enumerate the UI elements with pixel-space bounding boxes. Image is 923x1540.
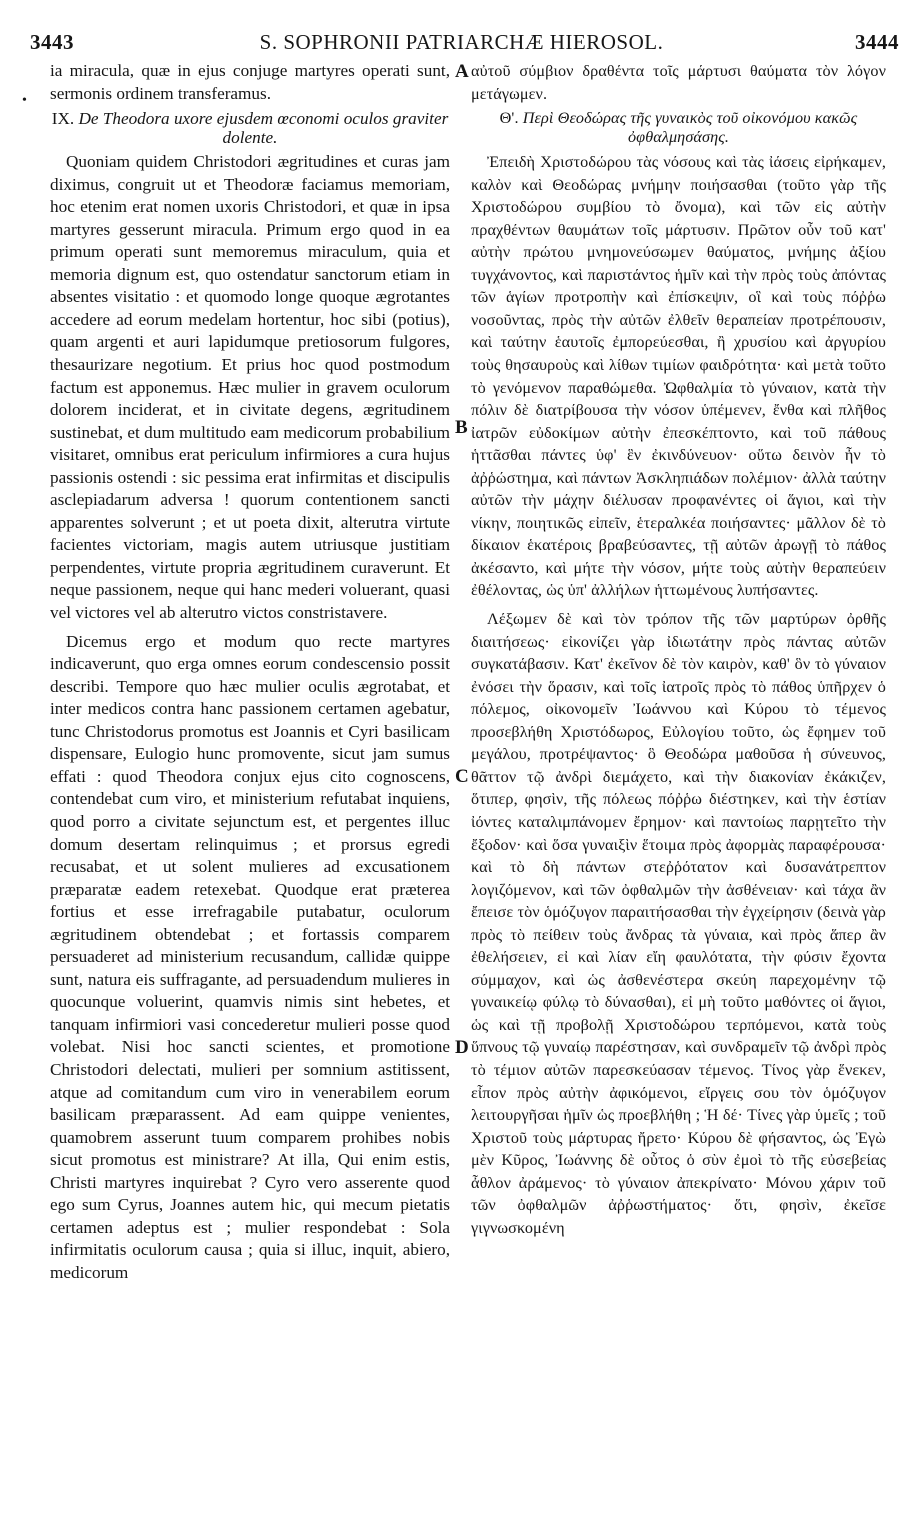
latin-heading-text: De Theodora uxore ejusdem œconomi oculos graviter dolente. [78, 109, 449, 148]
latin-intro: ia miracula, quæ in ejus conjuge martyres operati sunt, sermonis ordinem transferamus. [50, 61, 450, 103]
latin-section-heading [50, 109, 450, 147]
greek-paragraph-1: Ἐπειδὴ Χριστοδώρου τὰς νόσους καὶ τὰς ἰάσεις εἰρήκαμεν, καλὸν καὶ Θεοδώρας μνήμην ποιήσασθαι (τοῦτο γὰρ τῆς Χριστοδώρου συμβίου τὸ ὄνομα), καὶ τῶν εἰς αὐτὴν πραχθέντων θαυμάτων τοῖς μάρτυσιν. Πρῶτον οὖν τοῦ κατ' αὐτὴν πρώτου μνημονεύσωμεν θαύματος, μνήμης ἀξίου τυγχάνοντος, καὶ παριστάντος ἡμῖν καὶ τὴν πρὸς τοὺς ἀπόντας τῶν ἁγίων προτροπὴν καὶ ἐπίσκεψιν, οἳ καὶ τοὺς πόῤῥω νοσοῦντας, πρὸς τὴν αὐτῶν ἐλθεῖν θεραπείαν προτρέπουσιν, καὶ ταύτην ἑαυτοῖς ἐμπορεύεσθαι, ἢ χρυσίου καὶ ἀργυρίου τοὺς θησαυροὺς καὶ λίθων τιμίων φαιδρότητα· καὶ μετὰ τοῦτο τὸ γενόμενον παραθώμεθα. Ὠφθαλμία τὸ γύναιον, κατὰ τὴν πόλιν δὲ διατρίβουσα τὴν νόσον ὑπέμενεν, ἔνθα καὶ πλῆθος ἰατρῶν εὐδοκίμων αὐτὴν ἐπεσκέπτοντο, καὶ τοῦ πάθους ἡττᾶσθαι πάντες ὑφ' ἓν ἐκινδύνευον· οὕτω δεινὸν ἦν τὸ ἀῤῥώστημα, καὶ πάντων Ἀσκληπιάδων πολέμιον· ἀλλὰ ταύτην αὐτῶν τὴν μάχην διέλυσαν προφανέντες οἱ ἅγιοι, καὶ τὴν νίκην, ποιητικῶς εἰπεῖν, ἑτεραλκέα ποιήσαντες· μᾶλλον δὲ τὸ δίκαιον ἑκατέροις βραβεύσαντες, τῇ αὐτῶν ἀρωγῇ τὸ πάθος ἀκέσαντο, καὶ μήτε τὴν νόσον, μήτε τοὺς αὐτὴν θεραπεύειν ἐθέλοντας, ὡς ὑπ' ἀλλήλων ἡττωμένους λυπήσαντες. [471, 153, 886, 600]
margin-marker-c: C [455, 766, 469, 787]
margin-dot: • [22, 93, 27, 108]
running-title: S. SOPHRONII PATRIARCHÆ HIEROSOL. [259, 30, 664, 54]
greek-column [471, 60, 886, 1239]
latin-paragraph-1: Quoniam quidem Christodori ægritudines et curas jam diximus, congruit ut et Theodoræ faciamus memoriam, hoc etenim erat nomen uxoris Christodori, et quæ in ipsa martyres gesserunt miracula. Primum ergo quod in ea primum operati sunt memoremus miraculum, quia et memoria dignum est, quo ostendatur sanctorum etiam in absentes visitatio : et quomodo longe quoque ægrotantes accedere ad eorum medelam hortentur, hoc sibi (potius), quam argenti et auri lapidumque pretiosorum fulgores, thesaurizare negotium. Et prius hoc quod postmodum factum est apponemus. Hæc mulier in gravem oculorum dolorem inciderat, et in civitate degens, ægritudinem sustinebat, et dum multitudo eam medicorum probabilium visitaret, omnibus erat periculum infirmiores a cura hujus passionis ostendi : sic pessima erat infirmitas et discipulis asclepiadarum adversa ! quorum contentionem sancti apparentes solverunt ; et ut poeta dixit, alterutra virtute facientes victoriam, magis autem utriusque justitiam perpendentes, virtute propria ægritudinem curaverunt. Et neque passionem, neque qui hanc mederi voluerant, quasi vel victores vel ab alterutro victos constristavere. [50, 152, 450, 623]
page-header [20, 30, 903, 60]
latin-paragraph-2: Dicemus ergo et modum quo recte martyres indicaverunt, quo erga omnes eorum condescensio possit describi. Tempore quo hæc mulier oculis ægrotabat, et inter medicos contra hanc passionem certamen agebatur, tunc Christodorus promotus est Joannis et Cyri basilicam dispensare, Eulogio hunc promovente, sicut jam sumus effati : quod Theodora conjux ejus cito cognoscens, contendebat cum viro, et ministerium refutabat inquiens, quod porro a civitate sejunctum est, et pergentes illuc domum desertam relinquimus ; et prorsus egredi recusabat, et ut solent mulieres ad excusationem præparatæ eadem retexebat. Quodque erat præterea fortius et esse irrefragabile putabatur, oculorum ægritudinem obtendebat ; et fortassis comparem persuaderet ad ministerium recusandum, callidæ quippe sunt, natura eis suffragante, ad persuadendum mulieres in quocunque voluerint, quamvis nimis sint hebetes, et tanquam infirmiori vasi concederetur mulieri posse quod volebat. Nisi hoc sancti scientes, et promotione Christodori delectati, mulieri per somnium astitissent, atque ad comitandum cum viro in venerabilem eorum basilicam præparassent. Ad eam quippe venientes, quamobrem asserunt tuum comparem prohibes nobis sicut promotus est ministrare? At illa, Qui enim estis, Christi martyres inquirebat ? Cyro vero asserente quod ego sum Cyrus, Joannes autem hic, qui mecum pietatis certamen adeptus est ; mulier respondebat : Sola infirmitatis oculorum causa ; quia si illuc, inquit, abiero, medicorum [50, 631, 450, 1282]
greek-intro: αὐτοῦ σύμβιον δραθέντα τοῖς μάρτυσι θαύματα τὸν λόγον μετάγωμεν. [471, 62, 886, 103]
greek-heading-text: Περὶ Θεοδώρας τῆς γυναικὸς τοῦ οἰκονόμου κακῶς ὀφθαλμησάσης. [522, 109, 858, 147]
greek-paragraph-2: Λέξωμεν δὲ καὶ τὸν τρόπον τῆς τῶν μαρτύρων ὀρθῆς διαιτήσεως· εἰκονίζει γὰρ ἰδιωτάτην πρὸς πάντας αὐτῶν συγκατάβασιν. Κατ' ἐκεῖνον δὲ τὸν καιρὸν, καθ' ὃν τὸ γύναιον ἐνόσει τὴν ὅρασιν, καὶ τοῖς ἰατροῖς πρὸς τὸ πάθος ὑπῆρχεν ὁ πόλεμος, οἰκονομεῖν Ἰωάννου καὶ Κύρου τὸ τέμενος προσεβλήθη Χριστόδωρος, Εὐλογίου τοῦτο, ὡς ἔφημεν τοῦ μεγάλου, προτρέψαντος· ὃ Θεοδώρα μαθοῦσα ἡ σύνευνος, θᾶττον τῷ ἀνδρὶ διεμάχετο, καὶ τὴν διακονίαν ἐκάκιζεν, ὅτιπερ, φησὶν, τῆς πόλεως πόῤῥω διέστηκεν, καὶ τὴν ἑστίαν ἰόντες καταλιμπάνομεν ἔρημον· καὶ παντοίως παρῃτεῖτο τὴν ἔξοδον· καὶ ὅσα γυναιξὶν ἕτοιμα πρὸς ἀφορμὰς παραφέρουσα· καὶ τὸ δὴ πάντων στεῤῥότατον καὶ δυσανάτρεπτον λογιζόμενον, καὶ τῶν ὀφθαλμῶν τὴν ἀσθένειαν· καὶ τάχα ἂν ἔπεισε τὸν ὁμόζυγον παραιτήσασθαι τὴν ἐγχείρησιν (δεινὰ γὰρ πρὸς τὸ πείθειν τοὺς ἄνδρας τὰ γύναια, καὶ πρὸς ἅπερ ἂν ἐθελήσειεν, εἰ καὶ λίαν εἴη φαυλότατα, τὴν φύσιν ἔχοντα σύμμαχον, καὶ ὡς ἀσθενέστερα σκεύη παρεχομένην τῷ γυναικείῳ φύλῳ τὸ δύνασθαι), εἰ μὴ τοῦτο μαθόντες οἱ ἅγιοι, ὡς καὶ τῇ προβολῇ Χριστοδώρου τερπόμενοι, κατὰ τοὺς ὕπνους τῷ γυναίῳ παρέστησαν, καὶ συνδραμεῖν τῷ ἀνδρὶ πρὸς τὸ τέμιον αὐτῶν παρεσκεύασαν τέμενος. Τίνος γὰρ ἕνεκεν, εἶπον πρὸς αὐτὴν ἀφικόμενοι, εἴργεις σου τὸν ὁμόζυγον λειτουργῆσαι ἡμῖν ὡς προεβλήθη ; Ἡ δέ· Τίνες γὰρ ὑμεῖς ; τοῦ Χριστοῦ τοὺς μάρτυρας ἤρετο· Κύρου δὲ φήσαντος, ὡς Ἐγὼ μὲν Κῦρος, Ἰωάννης δὲ οὗτος ὁ σὺν ἐμοὶ τὸ τῆς εὐσεβείας ἆθλον ἀράμενος· τὸ γύναιον ἀπεκρίνατο· Μόνου χάριν τοῦ τῶν ὀφθαλμῶν ἀῤῥωστήματος· ὅτι, φησὶν, ἐκεῖσε γιγνωσκομένη [471, 610, 886, 1237]
latin-column [50, 60, 450, 1284]
margin-marker-b: B [455, 417, 468, 438]
greek-section-heading [471, 109, 886, 147]
latin-heading-number: IX. [51, 109, 75, 129]
margin-marker-a: A [455, 61, 469, 82]
greek-heading-number: Θ'. [499, 109, 519, 128]
page-number-left: 3443 [30, 30, 74, 54]
page-number-right: 3444 [855, 30, 899, 54]
margin-marker-d: D [455, 1037, 469, 1058]
